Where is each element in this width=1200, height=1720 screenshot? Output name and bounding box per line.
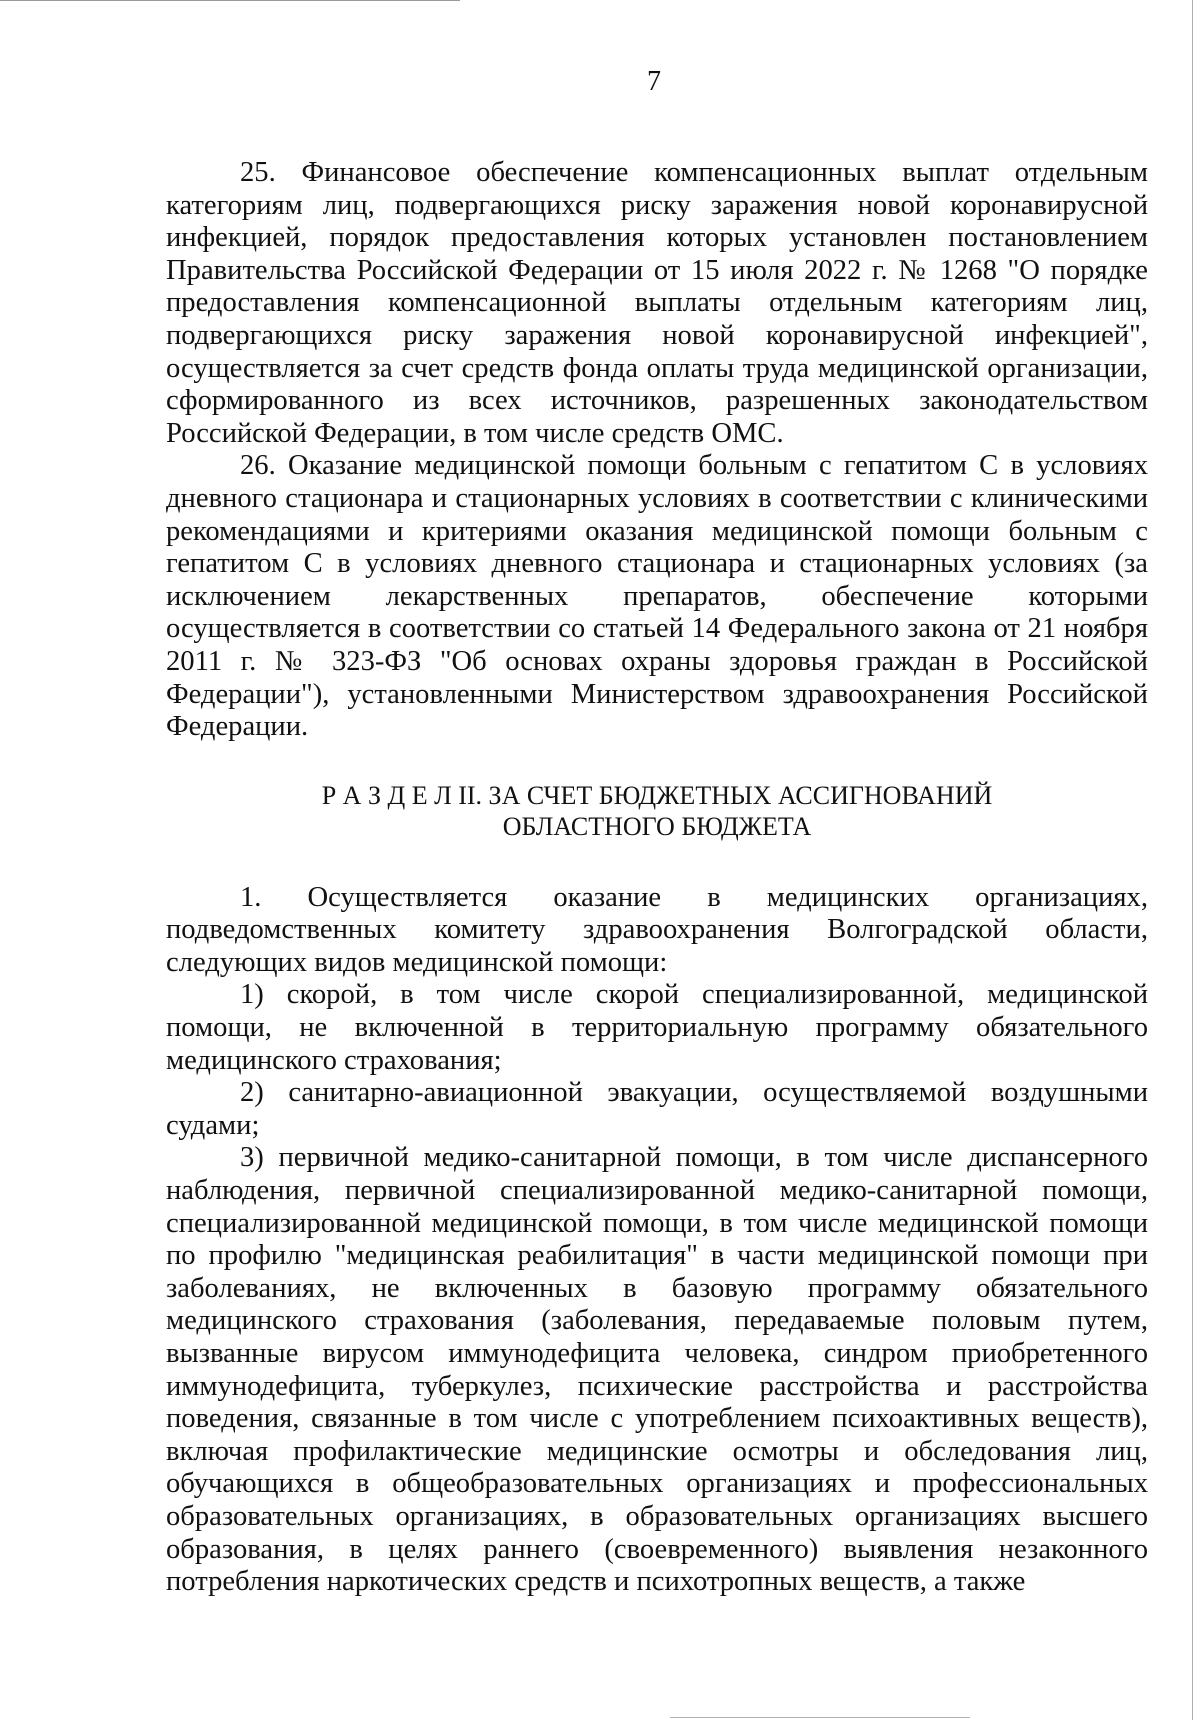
paragraph-26: 26. Оказание медицинской помощи больным с гепатитом С в условиях дневного стационара и стационарных условиях в соответствии с клиническими рекомендациями и критериями оказания медицинской помощи больным с гепатитом С в условиях дневного стационара и стационарных условиях (за исключением лекарственных препаратов, обеспечение которыми осуществляется в соответствии со статьей 14 Федерального закона от 21 ноября 2011 г. № 323-ФЗ "Об основах охраны здоровья граждан в Российской Федерации"), установленными Министерством здравоохранения Российской Федерации. [166,450,1148,743]
section-heading-line-2: ОБЛАСТНОГО БЮДЖЕТА [502,811,812,841]
page-number: 7 [647,66,661,97]
scan-edge-bottom [670,1717,970,1718]
paragraph-1: 1. Осуществляется оказание в медицинских организациях, подведомственных комитету здравоохранения Волгоградской области, следующих видов медицинской помощи: [166,881,1148,978]
section-heading-line-1: Р А З Д Е Л II. ЗА СЧЕТ БЮДЖЕТНЫХ АССИГНОВАНИЙ [321,780,993,810]
list-item-2: 2) санитарно-авиационной эвакуации, осуществляемой воздушными судами; [166,1077,1148,1141]
list-item-3: 3) первичной медико-санитарной помощи, в том числе диспансерного наблюдения, первичной специализированной медико-санитарной помощи, специализированной медицинской помощи, в том числе медицинской помощи по профилю "медицинская реабилитация" в части медицинской помощи при заболеваниях, не включенных в базовую программу обязательного медицинского страхования (заболевания, передаваемые половым путем, вызванные вирусом иммунодефицита человека, синдром приобретенного иммунодефицита, туберкулез, психические расстройства и расстройства поведения, связанные в том числе с употреблением психоактивных веществ), включая профилактические медицинские осмотры и обследования лиц, обучающихся в общеобразовательных организациях и профессиональных образовательных организациях, в образовательных организациях высшего образования, в целях раннего (своевременного) выявления незаконного потребления наркотических средств и психотропных веществ, а также [166,1142,1148,1598]
section-heading [166,780,1148,842]
paragraph-25: 25. Финансовое обеспечение компенсационных выплат отдельным категориям лиц, подвергающихся риску заражения новой коронавирусной инфекцией, порядок предоставления которых установлен постановлением Правительства Российской Федерации от 15 июля 2022 г. № 1268 "О порядке предоставления компенсационной выплаты отдельным категориям лиц, подвергающихся риску заражения новой коронавирусной инфекцией", осуществляется за счет средств фонда оплаты труда медицинской организации, сформированного из всех источников, разрешенных законодательством Российской Федерации, в том числе средств ОМС. [166,157,1148,449]
scan-edge-top [0,0,460,1]
scan-edge-right [1192,0,1193,1720]
document-body [166,157,1148,1599]
list-item-1: 1) скорой, в том числе скорой специализированной, медицинской помощи, не включенной в территориальную программу обязательного медицинского страхования; [166,979,1148,1076]
